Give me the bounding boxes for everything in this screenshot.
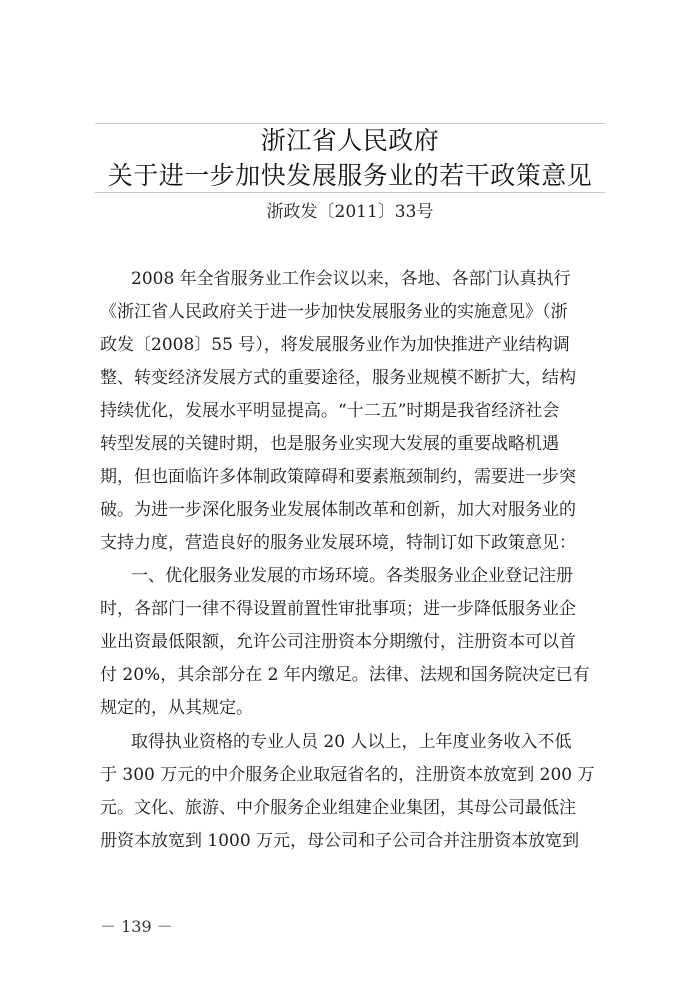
body-line: 《浙江省人民政府关于进一步加快发展服务业的实施意见》（浙 <box>100 302 568 322</box>
body-line: 付 20%，其余部分在 2 年内缴足。法律、法规和国务院决定已有 <box>100 665 590 685</box>
body-line: 取得执业资格的专业人员 20 人以上，上年度业务收入不低 <box>131 732 572 752</box>
body-line: 时，各部门一律不得设置前置性审批事项；进一步降低服务业企 <box>100 599 576 619</box>
bottom-rule <box>95 192 605 193</box>
body-line: 规定的，从其规定。 <box>100 698 253 718</box>
body-line: 整、转变经济发展方式的重要途径，服务业规模不断扩大，结构 <box>100 368 576 388</box>
top-rule <box>95 123 605 124</box>
document-title-line2: 关于进一步加快发展服务业的若干政策意见 <box>107 161 593 190</box>
body-line: 于 300 万元的中介服务企业取冠省名的，注册资本放宽到 200 万 <box>100 765 595 785</box>
document-title-line1: 浙江省人民政府 <box>260 126 440 155</box>
body-line: 一、优化服务业发展的市场环境。各类服务业企业登记注册 <box>131 566 573 586</box>
body-line: 破。为进一步深化服务业发展体制改革和创新，加大对服务业的 <box>100 500 576 520</box>
body-line: 政发〔2008〕55 号），将发展服务业作为加快推进产业结构调 <box>100 335 570 355</box>
body-line: 册资本放宽到 1000 万元，母公司和子公司合并注册资本放宽到 <box>100 831 580 851</box>
body-line: 业出资最低限额，允许公司注册资本分期缴付，注册资本可以首 <box>100 632 576 652</box>
body-line: 元。文化、旅游、中介服务企业组建企业集团，其母公司最低注 <box>100 798 576 818</box>
document-number: 浙政发〔2011〕33号 <box>266 202 434 222</box>
body-line: 转型发展的关键时期，也是服务业实现大发展的重要战略机遇 <box>100 434 559 454</box>
body-line: 持续优化，发展水平明显提高。“十二五”时期是我省经济社会 <box>100 401 560 421</box>
body-line: 2008 年全省服务业工作会议以来，各地、各部门认真执行 <box>131 269 571 289</box>
body-line: 支持力度，营造良好的服务业发展环境，特制订如下政策意见： <box>100 533 576 553</box>
page-number: － 139 － <box>100 917 173 936</box>
body-line: 期，但也面临许多体制政策障碍和要素瓶颈制约，需要进一步突 <box>100 467 576 487</box>
